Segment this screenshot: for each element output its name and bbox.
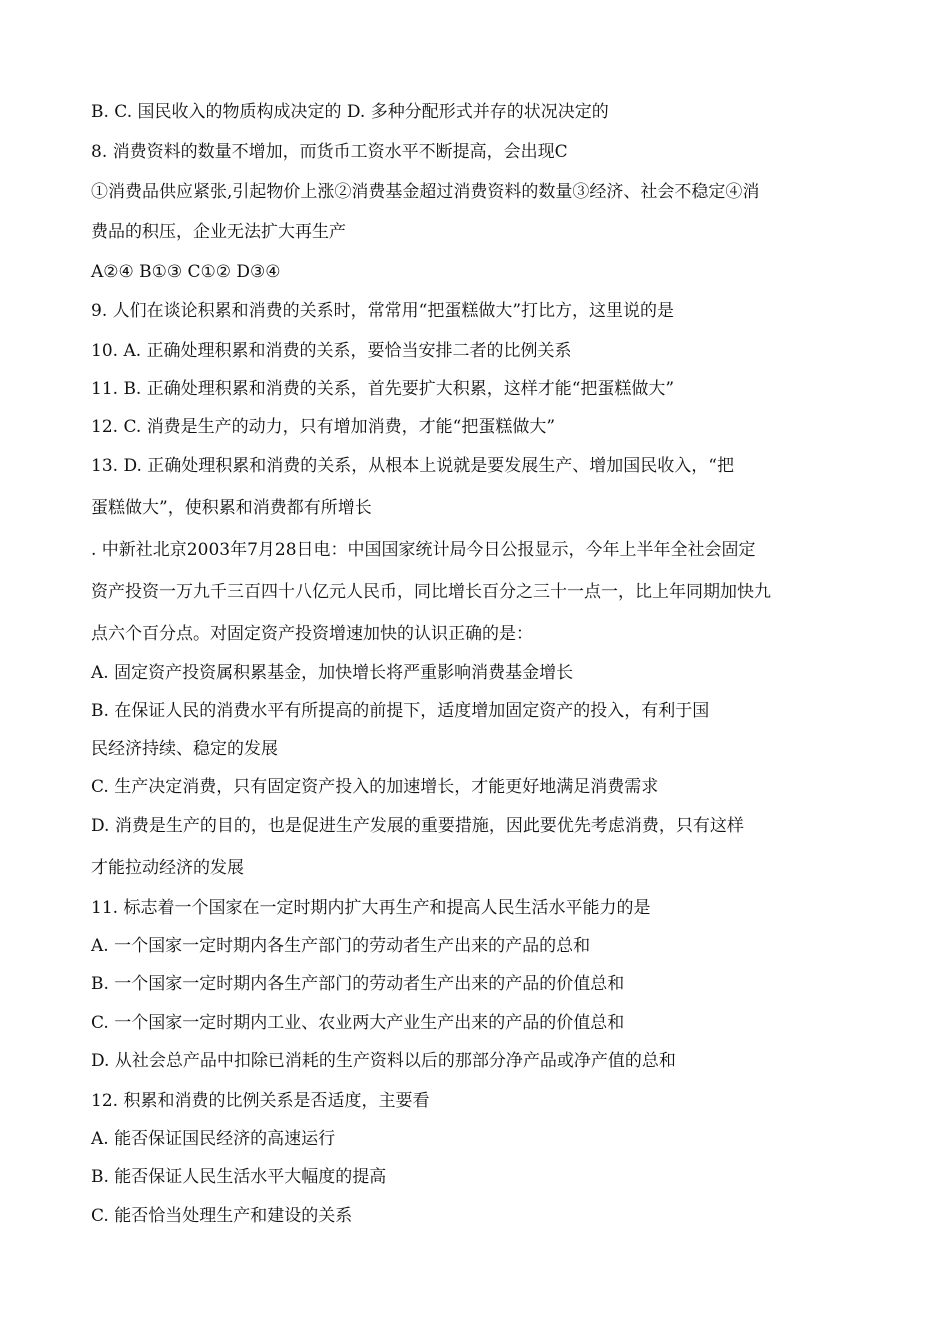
text-line: 13. D. 正确处理积累和消费的关系，从根本上说就是要发展生产、增加国民收入，“把: [91, 456, 734, 476]
text-line: 11. 标志着一个国家在一定时期内扩大再生产和提高人民生活水平能力的是: [91, 898, 651, 918]
text-line: D. 从社会总产品中扣除已消耗的生产资料以后的那部分净产品或净产值的总和: [91, 1051, 676, 1071]
text-line: A. 固定资产投资属积累基金，加快增长将严重影响消费基金增长: [91, 663, 574, 683]
text-line: 12. 积累和消费的比例关系是否适度，主要看: [91, 1091, 430, 1111]
text-line: ①消费品供应紧张,引起物价上涨②消费基金超过消费资料的数量③经济、社会不稳定④消: [91, 182, 760, 202]
text-line: 资产投资一万九千三百四十八亿元人民币，同比增长百分之三十一点一，比上年同期加快九: [91, 582, 771, 602]
text-line: A. 能否保证国民经济的高速运行: [91, 1129, 336, 1149]
text-line: B. 在保证人民的消费水平有所提高的前提下，适度增加固定资产的投入，有利于国: [91, 701, 710, 721]
text-line: 11. B. 正确处理积累和消费的关系，首先要扩大积累，这样才能“把蛋糕做大”: [91, 379, 675, 399]
text-line: B. 一个国家一定时期内各生产部门的劳动者生产出来的产品的价值总和: [91, 974, 625, 994]
text-line: 12. C. 消费是生产的动力，只有增加消费，才能“把蛋糕做大”: [91, 417, 556, 437]
text-line: 9. 人们在谈论积累和消费的关系时，常常用“把蛋糕做大”打比方，这里说的是: [91, 301, 675, 321]
text-line: C. 一个国家一定时期内工业、农业两大产业生产出来的产品的价值总和: [91, 1013, 625, 1033]
text-line: C. 生产决定消费，只有固定资产投入的加速增长，才能更好地满足消费需求: [91, 777, 659, 797]
text-line: A. 一个国家一定时期内各生产部门的劳动者生产出来的产品的总和: [91, 936, 591, 956]
text-line: 10. A. 正确处理积累和消费的关系，要恰当安排二者的比例关系: [91, 341, 572, 361]
text-line: 8. 消费资料的数量不增加，而货币工资水平不断提高，会出现C: [91, 142, 568, 162]
text-line: C. 能否恰当处理生产和建设的关系: [91, 1206, 353, 1226]
text-line: 民经济持续、稳定的发展: [91, 739, 278, 759]
text-line: A②④ B①③ C①② D③④: [91, 262, 281, 282]
text-line: 蛋糕做大”，使积累和消费都有所增长: [91, 498, 372, 518]
text-line: B. 能否保证人民生活水平大幅度的提高: [91, 1167, 387, 1187]
text-line: B. C. 国民收入的物质构成决定的 D. 多种分配形式并存的状况决定的: [91, 102, 609, 122]
text-line: 费品的积压，企业无法扩大再生产: [91, 222, 346, 242]
text-line: D. 消费是生产的目的，也是促进生产发展的重要措施，因此要优先考虑消费，只有这样: [91, 816, 744, 836]
text-line: 点六个百分点。对固定资产投资增速加快的认识正确的是：: [91, 624, 533, 644]
text-line: . 中新社北京2003年7月28日电：中国国家统计局今日公报显示，今年上半年全社会固定: [91, 540, 756, 560]
text-line: 才能拉动经济的发展: [91, 858, 244, 878]
